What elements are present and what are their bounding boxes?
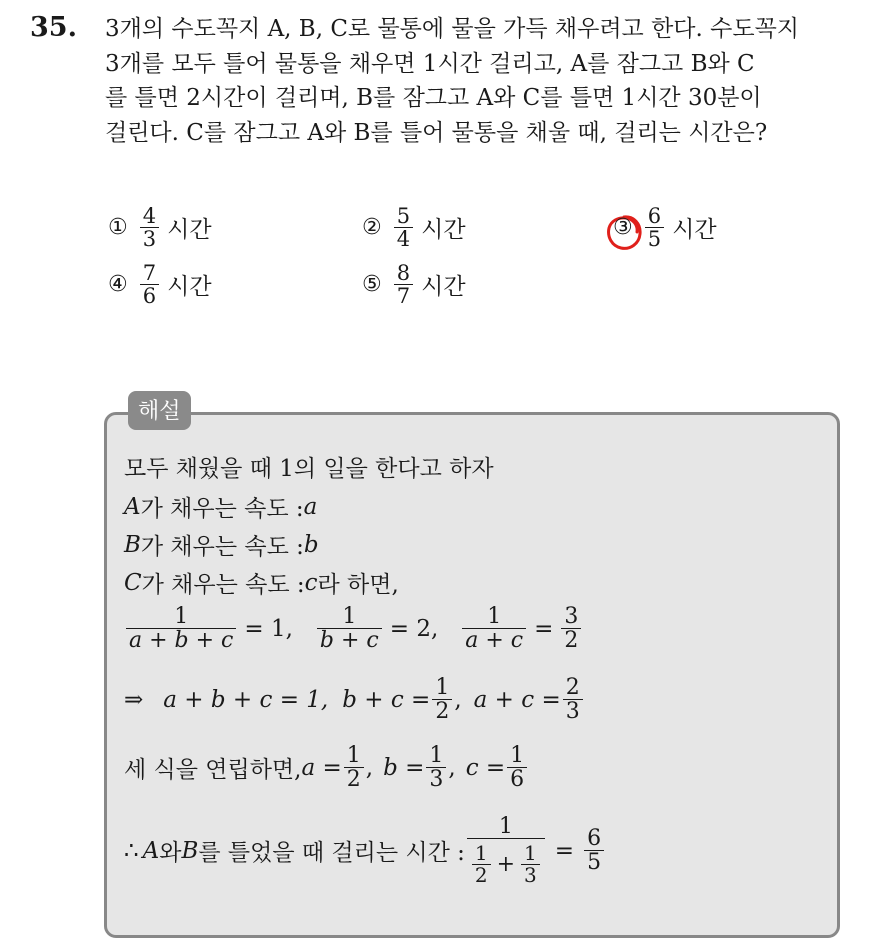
solution-speed-c: C 가 채우는 속도 : c 라 하면, [124, 569, 399, 598]
choice-unit: 시간 [421, 217, 466, 244]
choice-unit: 시간 [421, 274, 466, 301]
question-line-4: 걸린다. C를 잠그고 A와 B를 틀어 물통을 채울 때, 걸리는 시간은? [105, 119, 768, 146]
question-line-3: 를 틀면 2시간이 걸리며, B를 잠그고 A와 C를 틀면 1시간 30분이 [105, 85, 762, 111]
choice-1[interactable] [108, 205, 212, 250]
solution-tag: 해설 [128, 391, 191, 430]
choice-fraction: $\frac{8}{7}$ [394, 262, 413, 307]
eq2-fraction: $\frac{1}{b + c}$ [317, 605, 382, 652]
choice-unit: 시간 [167, 217, 212, 244]
choice-mark: ③ [613, 215, 633, 241]
solution-speed-a: A 가 채우는 속도 : a [124, 493, 318, 522]
eq2-rhs: = 2, [389, 615, 439, 642]
choice-mark: ① [108, 215, 128, 241]
choice-fraction: $\frac{7}{6}$ [140, 262, 159, 307]
solution-equations [124, 605, 583, 652]
solution-solve: 세 식을 연립하면, a = $\frac{1}{2}$ , b = $\frac{1}{3}$ , c = $\frac{1}{6}$ [124, 744, 529, 791]
eq3-rhs: = [534, 615, 554, 642]
eq1-fraction: $\frac{1}{a + b + c}$ [126, 605, 236, 652]
choice-3[interactable] [613, 205, 717, 250]
choice-fraction: $\frac{6}{5}$ [645, 205, 664, 250]
choice-unit: 시간 [672, 217, 717, 244]
final-complex-fraction: 1 $\frac{1}{2}$ + $\frac{1}{3}$ [467, 815, 545, 886]
choice-mark: ② [362, 215, 382, 241]
question-text [105, 12, 865, 150]
choice-fraction: $\frac{5}{4}$ [394, 205, 413, 250]
eq3-fraction: $\frac{1}{a + c}$ [462, 605, 526, 652]
choice-fraction: $\frac{4}{3}$ [140, 205, 159, 250]
question-number: 35. [30, 12, 77, 43]
solution-intro: 모두 채웠을 때 1의 일을 한다고 하자 [124, 456, 494, 482]
choice-unit: 시간 [167, 274, 212, 301]
solution-implication: ⇒ a + b + c = 1, b + c = $\frac{1}{2}$ , a + c = $\frac{2}{3}$ [124, 676, 585, 723]
solution-final: ∴ A 와 B 를 틀었을 때 걸리는 시간 : 1 $\frac{1}{2}$ + $\frac{1}{3}$ = $\frac{6}{5}$ [124, 815, 606, 886]
choice-2[interactable] [362, 205, 466, 250]
choice-mark: ⑤ [362, 272, 382, 298]
choice-mark: ④ [108, 272, 128, 298]
choice-5[interactable] [362, 262, 466, 307]
solution-speed-b: B 가 채우는 속도 : b [124, 531, 319, 560]
question-line-2: 3개를 모두 틀어 물통을 채우면 1시간 걸리고, A를 잠그고 B와 C [105, 50, 755, 77]
choice-4[interactable] [108, 262, 212, 307]
eq3-result: $\frac{3}{2}$ [561, 605, 581, 652]
question-line-1: 3개의 수도꼭지 A, B, C로 물통에 물을 가득 채우려고 한다. 수도꼭지 [105, 16, 800, 42]
eq1-rhs: = 1, [244, 615, 293, 642]
